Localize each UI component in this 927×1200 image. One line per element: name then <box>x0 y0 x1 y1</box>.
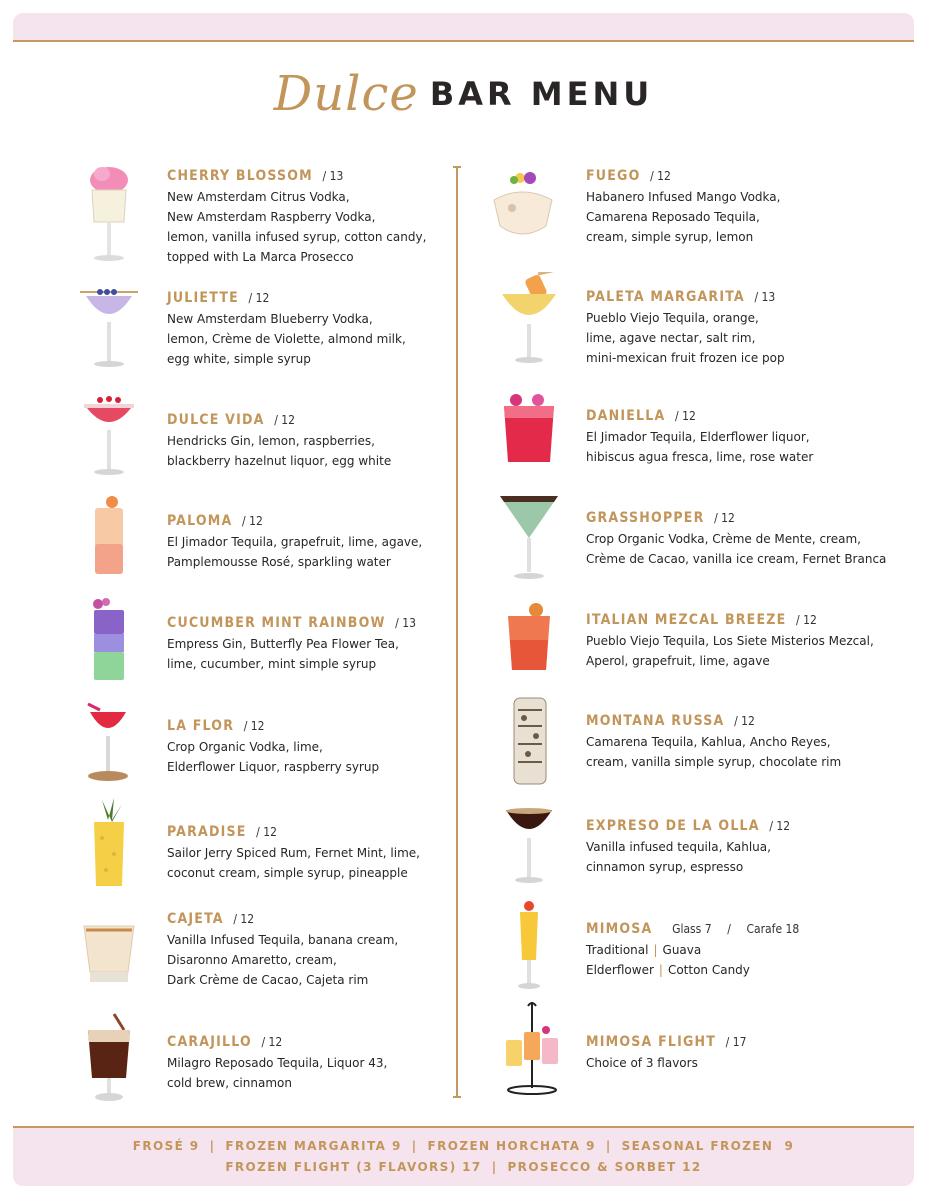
frozen-divider: | <box>491 1160 498 1174</box>
mimosa-flight-drink-image <box>502 1000 562 1096</box>
menu-item-paloma <box>167 513 422 572</box>
item-name: LA FLOR <box>167 718 235 734</box>
item-description <box>167 930 398 990</box>
item-description <box>167 843 420 883</box>
item-price: / 12 <box>261 1035 283 1049</box>
desc-line: Pueblo Viejo Tequila, orange, <box>586 311 759 325</box>
item-price: / 12 <box>256 825 277 839</box>
divider-cap-top <box>453 166 461 168</box>
item-name: MONTANA RUSSA <box>586 713 725 729</box>
item-price: / 12 <box>769 819 791 833</box>
cucumber-mint-rainbow-drink-image <box>86 596 132 684</box>
frozen-item: FROZEN HORCHATA 9 <box>427 1139 596 1153</box>
desc-line: Hendricks Gin, lemon, raspberries, <box>167 434 375 448</box>
desc-line: hibiscus agua fresca, lime, rose water <box>586 450 814 464</box>
desc-line: Camarena Reposado Tequila, <box>586 210 760 224</box>
item-description <box>167 737 379 777</box>
expreso-de-la-olla-drink-image <box>502 804 556 888</box>
item-name-line <box>586 168 780 184</box>
menu-item-daniella <box>586 408 813 467</box>
desc-line: Sailor Jerry Spiced Rum, Fernet Mint, lime, <box>167 846 420 860</box>
item-price: / 12 <box>274 413 295 427</box>
column-divider <box>456 166 458 1098</box>
cajeta-drink-image <box>80 920 138 986</box>
flavor: Guava <box>662 943 702 957</box>
item-description <box>586 427 813 467</box>
menu-item-mimosa-flight <box>586 1034 746 1073</box>
flavor: Cotton Candy <box>667 963 750 977</box>
item-name-line <box>586 1034 746 1050</box>
item-name-line <box>167 412 391 428</box>
frozen-divider: | <box>605 1139 612 1153</box>
frozen-item: FROSÉ 9 <box>132 1139 200 1153</box>
desc-line: Empress Gin, Butterfly Pea Flower Tea, <box>167 637 399 651</box>
menu-item-cajeta <box>167 911 398 990</box>
desc-line: Vanilla infused tequila, Kahlua, <box>586 840 771 854</box>
desc-line: cream, simple syrup, lemon <box>586 230 754 244</box>
flavor-divider: | <box>658 963 663 977</box>
desc-line: Crop Organic Vodka, Crème de Mente, cream, <box>586 532 861 546</box>
desc-line: New Amsterdam Raspberry Vodka, <box>167 210 376 224</box>
item-description <box>586 837 790 877</box>
item-name-line <box>586 408 813 424</box>
item-price: / 13 <box>322 169 344 183</box>
item-description <box>586 529 886 569</box>
item-price: / 13 <box>395 616 416 630</box>
frozen-row-2 <box>13 1160 914 1174</box>
desc-line: topped with La Marca Prosecco <box>167 250 354 264</box>
desc-line: Crème de Cacao, vanilla ice cream, Fernet Branca <box>586 552 887 566</box>
desc-line: lemon, Crème de Violette, almond milk, <box>167 332 406 346</box>
item-name: MIMOSA <box>586 921 653 937</box>
item-name-line <box>167 911 398 927</box>
mimosa-carafe-price: Carafe 18 <box>746 922 800 936</box>
item-price: / 12 <box>714 511 735 525</box>
desc-line: mini-mexican fruit frozen ice pop <box>586 351 785 365</box>
desc-line: Choice of 3 flavors <box>586 1056 698 1070</box>
frozen-item: FROZEN FLIGHT (3 FLAVORS) 17 <box>225 1160 482 1174</box>
desc-line: Elderflower Liquor, raspberry syrup <box>167 760 380 774</box>
grasshopper-drink-image <box>498 490 560 584</box>
item-name: CHERRY BLOSSOM <box>167 168 313 184</box>
desc-line: Pamplemousse Rosé, sparkling water <box>167 555 391 569</box>
item-name: FUEGO <box>586 168 641 184</box>
menu-item-mimosa <box>586 921 799 980</box>
item-name: CAJETA <box>167 911 224 927</box>
item-name-line <box>167 615 416 631</box>
frozen-item: FROZEN MARGARITA 9 <box>225 1139 402 1153</box>
desc-line: lime, cucumber, mint simple syrup <box>167 657 377 671</box>
item-description <box>586 732 841 772</box>
item-name-line <box>586 818 790 834</box>
menu-item-juliette <box>167 290 406 369</box>
item-name-line <box>167 513 422 529</box>
desc-line: Crop Organic Vodka, lime, <box>167 740 323 754</box>
item-name: CARAJILLO <box>167 1034 252 1050</box>
desc-line: blackberry hazelnut liquor, egg white <box>167 454 392 468</box>
daniella-drink-image <box>500 392 558 466</box>
desc-line: lemon, vanilla infused syrup, cotton candy, <box>167 230 427 244</box>
desc-line: coconut cream, simple syrup, pineapple <box>167 866 408 880</box>
mimosa-glass-price: Glass 7 <box>672 922 712 936</box>
item-price: / 13 <box>754 290 776 304</box>
item-description <box>167 187 426 267</box>
cherry-blossom-drink-image <box>80 160 138 266</box>
item-price: / 17 <box>725 1035 747 1049</box>
item-name: PALETA MARGARITA <box>586 289 745 305</box>
desc-line: lime, agave nectar, salt rim, <box>586 331 756 345</box>
flavor: Elderflower <box>586 963 654 977</box>
menu-item-dulce-vida <box>167 412 391 471</box>
frozen-band <box>13 1128 914 1186</box>
item-description <box>586 631 874 671</box>
item-price: / 12 <box>796 613 817 627</box>
item-name: JULIETTE <box>167 290 239 306</box>
carajillo-drink-image <box>84 1012 134 1104</box>
juliette-drink-image <box>78 284 140 372</box>
item-description <box>586 187 780 247</box>
mimosa-drink-image <box>512 900 546 992</box>
item-name-line <box>586 921 799 937</box>
item-name: PARADISE <box>167 824 247 840</box>
frozen-item: PROSECCO & SORBET 12 <box>507 1160 702 1174</box>
frozen-divider: | <box>209 1139 216 1153</box>
item-name: PALOMA <box>167 513 233 529</box>
item-name-line <box>167 290 406 306</box>
menu-item-la-flor <box>167 718 379 777</box>
desc-line: egg white, simple syrup <box>167 352 311 366</box>
item-name-line <box>167 718 379 734</box>
item-description <box>167 431 391 471</box>
dulce-vida-drink-image <box>78 394 140 480</box>
la-flor-drink-image <box>80 698 136 784</box>
item-name: GRASSHOPPER <box>586 510 705 526</box>
menu-item-paradise <box>167 824 420 883</box>
item-price: / 12 <box>734 714 755 728</box>
desc-line: cold brew, cinnamon <box>167 1076 292 1090</box>
desc-line: Dark Crème de Cacao, Cajeta rim <box>167 973 369 987</box>
item-name: ITALIAN MEZCAL BREEZE <box>586 612 787 628</box>
montana-russa-drink-image <box>510 696 550 786</box>
top-rule <box>13 40 914 42</box>
item-description <box>586 940 799 980</box>
desc-line: Disaronno Amaretto, cream, <box>167 953 337 967</box>
frozen-row-1 <box>13 1139 914 1153</box>
item-price: / 12 <box>650 169 671 183</box>
item-name: DULCE VIDA <box>167 412 265 428</box>
item-description <box>167 532 422 572</box>
desc-line: Camarena Tequila, Kahlua, Ancho Reyes, <box>586 735 831 749</box>
item-price: / 12 <box>248 291 270 305</box>
item-price: / 12 <box>243 719 265 733</box>
menu-item-paleta-margarita <box>586 289 785 368</box>
desc-line: Vanilla Infused Tequila, banana cream, <box>167 933 399 947</box>
item-description <box>167 1053 387 1093</box>
title-main: BAR MENU <box>429 75 654 113</box>
desc-line: Habanero Infused Mango Vodka, <box>586 190 781 204</box>
mimosa-flavors-row <box>586 960 799 980</box>
menu-item-montana-russa <box>586 713 841 772</box>
mimosa-price-slash: / <box>727 922 731 936</box>
desc-line: Aperol, grapefruit, lime, agave <box>586 654 770 668</box>
menu-item-carajillo <box>167 1034 387 1093</box>
divider-cap-bottom <box>453 1096 461 1098</box>
frozen-item: SEASONAL FROZEN 9 <box>621 1139 795 1153</box>
menu-item-italian-mezcal-breeze <box>586 612 874 671</box>
menu-item-expreso-de-la-olla <box>586 818 790 877</box>
menu-item-grasshopper <box>586 510 886 569</box>
paloma-drink-image <box>88 494 130 578</box>
item-name-line <box>167 168 426 184</box>
item-name-line <box>167 824 420 840</box>
title-script: Dulce <box>273 66 419 122</box>
desc-line: El Jimador Tequila, Elderflower liquor, <box>586 430 810 444</box>
item-name: EXPRESO DE LA OLLA <box>586 818 760 834</box>
flavor-divider: | <box>653 943 658 957</box>
desc-line: cream, vanilla simple syrup, chocolate rim <box>586 755 842 769</box>
item-name-line <box>586 612 874 628</box>
mimosa-flavors-row <box>586 940 799 960</box>
desc-line: El Jimador Tequila, grapefruit, lime, agave, <box>167 535 423 549</box>
item-description <box>167 634 416 674</box>
item-name-line <box>586 510 886 526</box>
item-price: / 12 <box>675 409 696 423</box>
desc-line: New Amsterdam Citrus Vodka, <box>167 190 350 204</box>
paleta-margarita-drink-image <box>498 272 560 368</box>
page-title <box>0 66 927 122</box>
flavor: Traditional <box>586 943 649 957</box>
fuego-drink-image <box>490 166 556 246</box>
item-name: DANIELLA <box>586 408 666 424</box>
item-name: CUCUMBER MINT RAINBOW <box>167 615 386 631</box>
frozen-divider: | <box>411 1139 418 1153</box>
menu-item-cherry-blossom <box>167 168 426 267</box>
item-name-line <box>586 713 841 729</box>
menu-item-cucumber-mint-rainbow <box>167 615 416 674</box>
desc-line: cinnamon syrup, espresso <box>586 860 744 874</box>
item-name-line <box>586 289 785 305</box>
paradise-drink-image <box>88 798 130 890</box>
item-description <box>586 1053 746 1073</box>
item-description <box>167 309 406 369</box>
desc-line: Pueblo Viejo Tequila, Los Siete Misterios Mezcal, <box>586 634 874 648</box>
item-description <box>586 308 785 368</box>
item-name: MIMOSA FLIGHT <box>586 1034 717 1050</box>
menu-item-fuego <box>586 168 780 247</box>
item-price: / 12 <box>233 912 255 926</box>
desc-line: Milagro Reposado Tequila, Liquor 43, <box>167 1056 388 1070</box>
top-band <box>13 13 914 41</box>
desc-line: New Amsterdam Blueberry Vodka, <box>167 312 373 326</box>
item-price: / 12 <box>242 514 263 528</box>
italian-mezcal-breeze-drink-image <box>504 600 554 672</box>
item-name-line <box>167 1034 387 1050</box>
